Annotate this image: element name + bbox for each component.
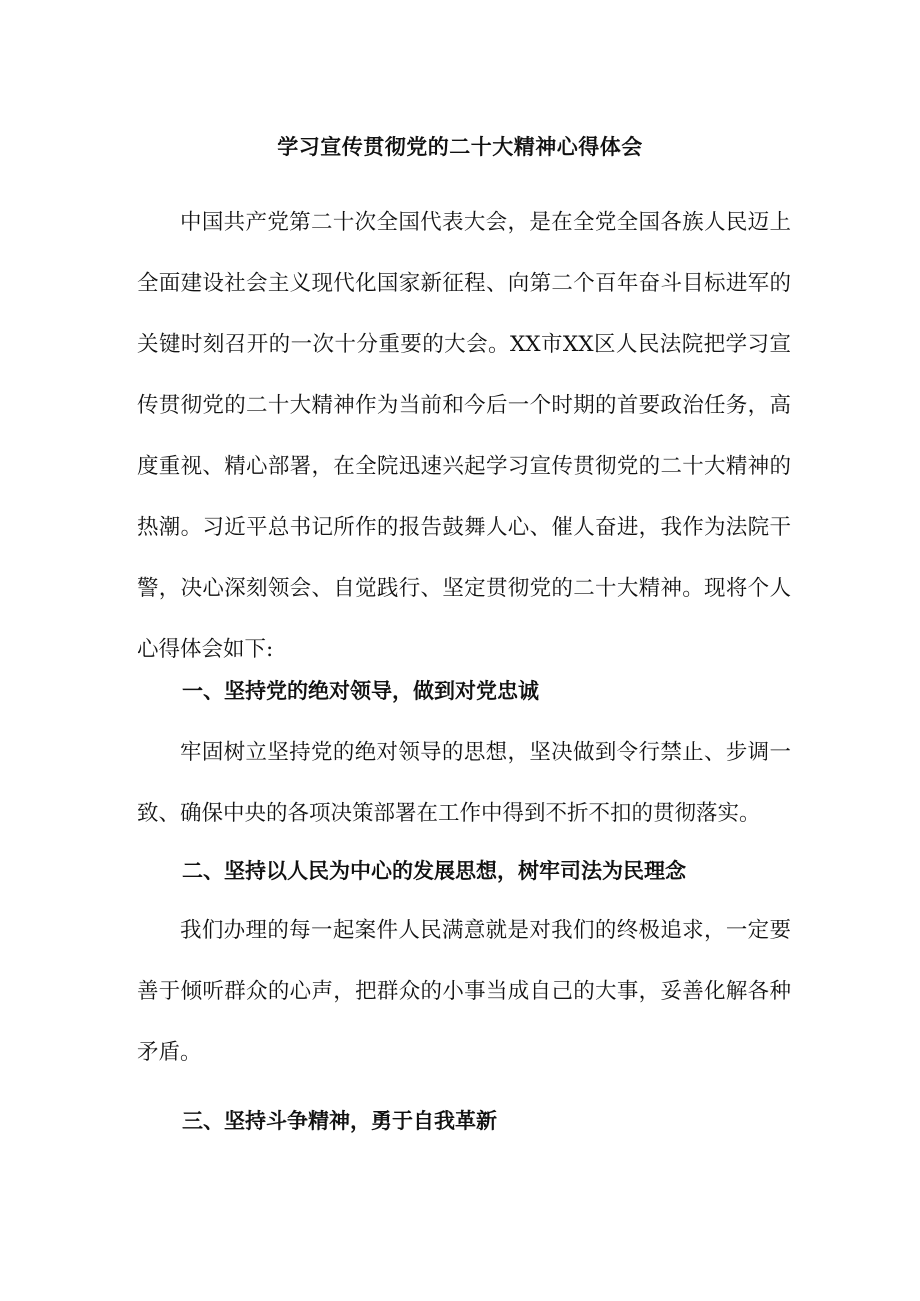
section-heading-1: 一、坚持党的绝对领导，做到对党忠诚	[182, 678, 539, 703]
section-body-1: 牢固树立坚持党的绝对领导的思想，坚决做到令行禁止、步调一致、确保中央的各项决策部署在工作中得到不折不扣的贯彻落实。	[137, 740, 791, 826]
intro-paragraph: 中国共产党第二十次全国代表大会，是在全党全国各族人民迈上全面建设社会主义现代化国家新征程、向第二个百年奋斗目标进军的关键时刻召开的一次十分重要的大会。XX市XX区人民法院把学习宣传贯彻党的二十大精神作为当前和今后一个时期的首要政治任务，高度重视、精心部署，在全院迅速兴起学习宣传贯彻党的二十大精神的热潮。习近平总书记所作的报告鼓舞人心、催人奋进，我作为法院干警，决心深刻领会、自觉践行、坚定贯彻党的二十大精神。现将个人心得体会如下:	[137, 210, 791, 662]
section-heading-2: 二、坚持以人民为中心的发展思想，树牢司法为民理念	[182, 858, 686, 883]
section-heading-3: 三、坚持斗争精神，勇于自我革新	[182, 1108, 497, 1133]
document-title: 学习宣传贯彻党的二十大精神心得体会	[277, 134, 643, 159]
section-body-2: 我们办理的每一起案件人民满意就是对我们的终极追求，一定要善于倾听群众的心声，把群众的小事当成自己的大事，妥善化解各种矛盾。	[137, 918, 791, 1065]
